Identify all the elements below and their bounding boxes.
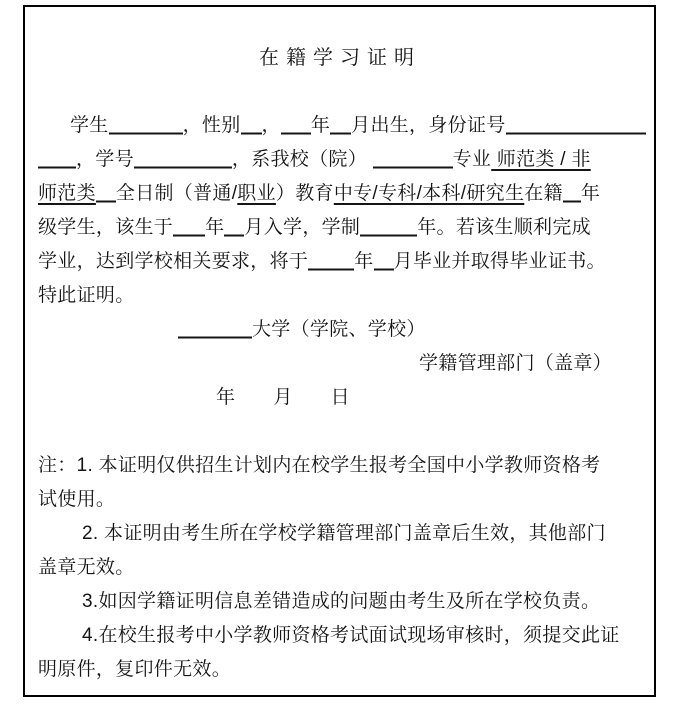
note-line-2 [38, 483, 642, 517]
stamp-line [38, 347, 642, 381]
body-line-3 [38, 177, 642, 211]
text-segment: 年 [580, 183, 601, 204]
text-segment: 3.如因学籍证明信息差错造成的问题由考生及所在学校负责。 [82, 591, 601, 612]
signature-school-line [38, 313, 642, 347]
text-segment: 月毕业并取得毕业证书。 [393, 251, 606, 272]
certificate-lines [38, 41, 642, 687]
blank-field-line [134, 167, 232, 169]
text-segment: 年 [310, 115, 331, 136]
text-segment: ，系我校（院） [231, 149, 373, 170]
text-segment: 特此证明。 [38, 285, 135, 306]
spacer-before-notes [38, 415, 642, 449]
blank-field-line [178, 337, 252, 339]
text-segment: ，性别 [182, 115, 241, 136]
blank-field-line [173, 235, 205, 237]
note-line-1 [38, 449, 642, 483]
blank-field-line [373, 167, 453, 169]
underlined-text: 中专/专科/本科/研究生 [333, 183, 525, 204]
blank-field-line [563, 201, 581, 203]
text-segment: ，学号 [76, 149, 134, 170]
text-segment: 学业，达到学校相关要求，将于 [38, 251, 309, 272]
text-segment: 月 [273, 387, 293, 408]
note-line-4 [38, 551, 642, 585]
blank-field-line [308, 269, 354, 271]
spacer-after-title [38, 75, 642, 109]
note-line-5 [38, 585, 642, 619]
blank-field-line [38, 167, 76, 169]
text-segment: 盖章无效。 [38, 557, 135, 578]
text-segment: 级学生，该生于 [38, 217, 174, 238]
certificate-sheet [23, 5, 656, 697]
blank-field-line [224, 235, 244, 237]
blank-field-line [241, 133, 262, 135]
text-segment: 年 [205, 217, 225, 238]
text-segment: 年。若该生顺利完成 [417, 217, 591, 238]
title [38, 41, 642, 75]
text-segment: 月出生，身份证号 [351, 115, 506, 136]
text-segment: 年 [354, 251, 374, 272]
blank-field-line [360, 235, 417, 237]
text-segment: 学籍管理部门（盖章） [418, 353, 612, 374]
note-line-3 [38, 517, 642, 551]
text-segment: 日 [330, 387, 350, 408]
text-segment: 年 [216, 387, 236, 408]
text-segment: ， [261, 115, 281, 136]
blank-field-line [281, 133, 311, 135]
underlined-text: 师范类 / 非 [491, 149, 591, 170]
text-segment: 明原件，复印件无效。 [38, 659, 232, 680]
text-segment: 学生 [70, 115, 109, 136]
text-segment: 在籍学习证明 [259, 47, 421, 69]
text-segment: 全日制（普通/ [115, 183, 238, 204]
text-segment: 注：1. 本证明仅供招生计划内在校学生报考全国中小学教师资格考 [38, 455, 601, 476]
blank-field-line [96, 201, 116, 203]
body-line-5 [38, 245, 642, 279]
text-segment: 4.在校生报考中小学教师资格考试面试现场审核时，须提交此证 [82, 625, 620, 646]
text-segment: 在籍 [524, 183, 563, 204]
note-line-6 [38, 619, 642, 653]
text-segment: 大学（学院、学校） [252, 319, 426, 340]
body-line-6 [38, 279, 642, 313]
blank-field-line [374, 269, 394, 271]
text-segment: ）教育 [275, 183, 334, 204]
blank-field-line [506, 133, 646, 135]
text-segment: 月入学，学制 [244, 217, 361, 238]
date-line [38, 381, 642, 415]
text-segment: 2. 本证明由考生所在学校学籍管理部门盖章后生效，其他部门 [82, 523, 606, 544]
underlined-text: 师范类 [38, 183, 96, 204]
text-segment: 试使用。 [38, 489, 116, 510]
body-line-1 [38, 109, 642, 143]
blank-field-line [109, 133, 183, 135]
body-line-4 [38, 211, 642, 245]
underlined-text: 职业 [237, 183, 276, 204]
blank-field-line [330, 133, 351, 135]
body-line-2 [38, 143, 642, 177]
note-line-7 [38, 653, 642, 687]
text-segment: 专业 [452, 149, 492, 170]
